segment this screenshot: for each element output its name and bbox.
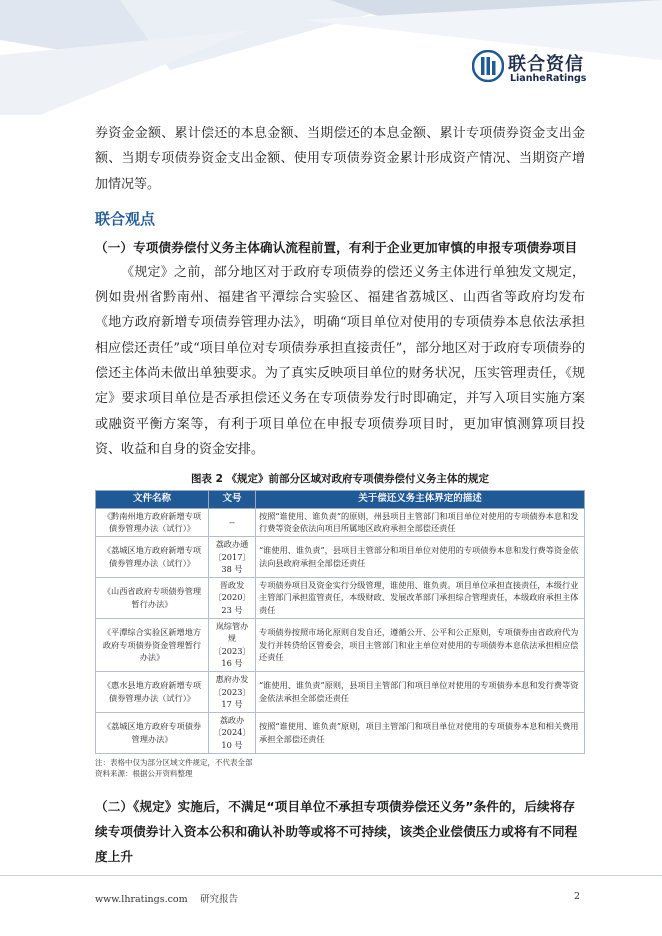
document-number: 荔政办通〔2017〕38 号	[209, 537, 256, 578]
obligation-description: 专项债券项目及资金实行分级管理，谁使用、谁负责。项目单位承担直接责任，本级行业主管部门承担监管责任，本级财政、发展改革部门承担综合管理责任，本级政府承担主体责任	[256, 577, 585, 618]
figure-caption: 图表 2 《规定》前部分区域对政府专项债券偿付义务主体的规定	[190, 473, 490, 486]
rules-table	[95, 490, 585, 753]
document-name: 《荔城区地方政府专项债券管理办法》	[96, 712, 209, 753]
brand-name-en: LianheRatings	[510, 73, 587, 84]
table-source: 资料来源：根据公开资料整理	[95, 768, 193, 778]
table-header-row	[96, 491, 585, 509]
page-number: 2	[574, 891, 581, 902]
document-name: 《惠水县地方政府新增专项债券管理办法（试行）》	[96, 671, 209, 712]
column-header-name: 文件名称	[96, 491, 209, 509]
table-row	[96, 712, 585, 753]
obligation-description: 专项债券按照市场化原则自发自还，遵循公开、公平和公正原则，专项债券由省政府代为发行并转贷给区管委会，项目主管部门和业主单位对使用的专项债券本息依法承担相应偿还责任	[256, 618, 585, 671]
subsection-2-heading: （二）《规定》实施后，不满足“项目单位不承担专项债券偿还义务”条件的，后续将存续专项债券计入资本公积和确认补助等或将不可持续，该类企业偿债压力或将有不同程度上升	[95, 798, 578, 864]
table-row	[96, 618, 585, 671]
obligation-description: 按照“谁使用、谁负责”的原则，州县项目主管部门和项目单位对使用的专项债券本息和发行费等资金依法向项目所属地区政府承担全部偿还责任	[256, 508, 585, 536]
brand-logo	[472, 50, 592, 88]
document-number: 惠府办发〔2023〕17 号	[209, 671, 256, 712]
table-row	[96, 671, 585, 712]
obligation-description: “谁使用、谁负责”原则，县项目主管部门和项目单位对使用的专项债券本息和发行费等资金依法承担全部偿还责任	[256, 671, 585, 712]
obligation-description: “谁使用、谁负责”，县项目主管部分和项目单位对使用的专项债券本息和发行费等资金依法向县政府承担全部偿还责任	[256, 537, 585, 578]
footer-divider	[0, 875, 662, 876]
table-note: 注：表格中仅为部分区域文件规定，不代表全部	[95, 757, 253, 767]
report-body	[95, 121, 585, 869]
document-name: 《荔城区地方政府新增专项债券管理办法（试行）》	[96, 537, 209, 578]
subsection-1-body: 《规定》之前，部分地区对于政府专项债券的偿还义务主体进行单独发文规定，例如贵州省黔南州、福建省平潭综合实验区、福建省荔城区、山西省等政府均发布《地方政府新增专项债券管理办法》，明确“项目单位对使用的专项债券本息依法承担相应偿还责任”或“项目单位对专项债券承担直接责任”，部分地区对于政府专项债券的偿还主体尚未做出单独要求。为了真实反映项目单位的财务状况，压实管理责任，《规定》要求项目单位是否承担偿还义务在专项债券发行时即确定，并写入项目实施方案或融资平衡方案等，有利于项目单位在申报专项债券项目时，更加审慎测算项目投资、收益和自身的资金安排。	[95, 264, 585, 457]
logo-mark-icon	[472, 50, 504, 82]
document-number: --	[209, 508, 256, 536]
document-number: 晋政发〔2020〕23 号	[209, 577, 256, 618]
brand-name-cn: 联合资信	[508, 54, 584, 75]
document-name: 《山西省政府专项债券管理暂行办法》	[96, 577, 209, 618]
table-row	[96, 508, 585, 536]
subsection-1-heading: （一）专项债券偿付义务主体确认流程前置，有利于企业更加审慎的申报专项债券项目	[95, 239, 578, 255]
document-name: 《黔南州地方政府新增专项债券管理办法（试行）》	[96, 508, 209, 536]
column-header-number: 文号	[209, 491, 256, 509]
intro-paragraph: 券资金金额、累计偿还的本息金额、当期偿还的本息金额、累计专项债券资金支出金额、当期专项债券资金支出金额、使用专项债券资金累计形成资产情况、当期资产增加情况等。	[95, 126, 585, 192]
document-number: 岚综管办规〔2023〕16 号	[209, 618, 256, 671]
footer-website: www.lhratings.com 研究报告	[95, 894, 239, 905]
obligation-description: 按照“谁使用、谁负责”原则，项目主管部门和项目单位对使用的专项债券本息和相关费用承担全部偿还责任	[256, 712, 585, 753]
section-title: 联合观点	[95, 209, 156, 228]
table-row	[96, 577, 585, 618]
document-number: 荔政办〔2024〕10 号	[209, 712, 256, 753]
document-name: 《平潭综合实验区新增地方政府专项债券资金管理暂行办法》	[96, 618, 209, 671]
column-header-description: 关于偿还义务主体界定的描述	[256, 491, 585, 509]
table-row	[96, 537, 585, 578]
